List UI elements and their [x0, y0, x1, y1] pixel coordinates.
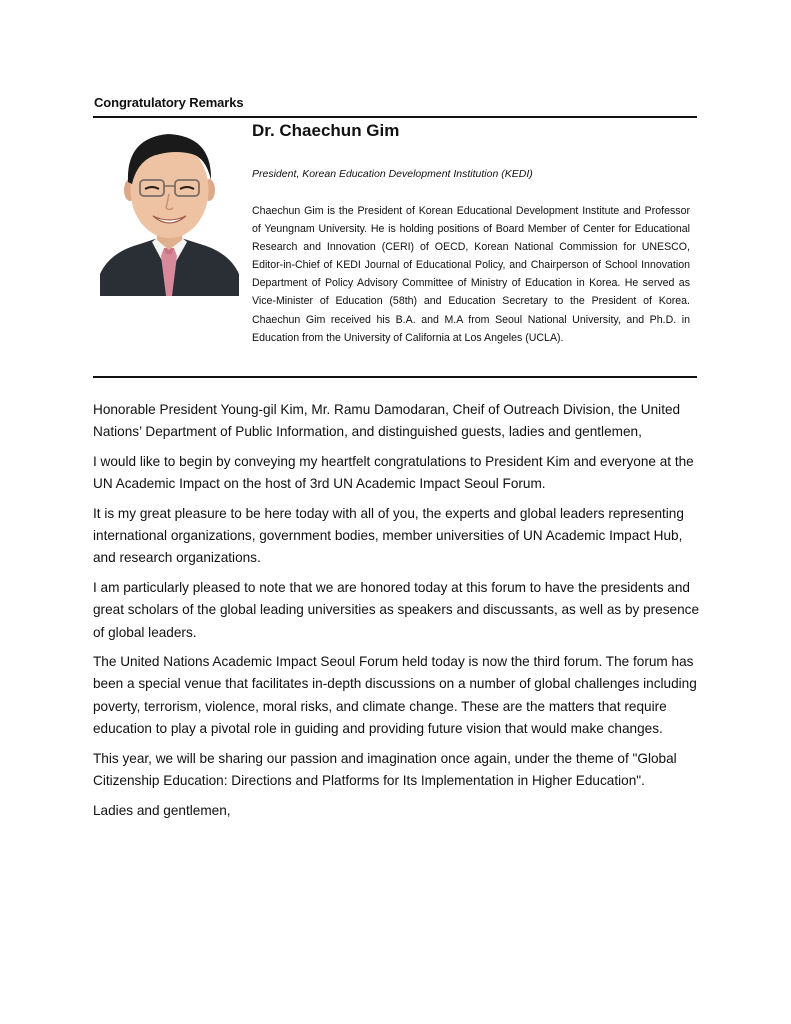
- bottom-rule: [93, 376, 697, 378]
- remarks-body: [93, 399, 703, 829]
- top-rule: [93, 116, 697, 118]
- remarks-paragraph: It is my great pleasure to be here today with all of you, the experts and global leaders representing international organizations, government bodies, member universities of UN Academic Impact Hub, and research organizations.: [93, 505, 684, 566]
- remarks-paragraph: The United Nations Academic Impact Seoul Forum held today is now the third forum. The forum has been a special venue that facilitates in-depth discussions on a number of global challenges including poverty, terrorism, violence, moral risks, and climate change. These are the matters that require education to play a pivotal role in guiding and providing future vision that would make changes.: [93, 654, 697, 737]
- speaker-name: Dr. Chaechun Gim: [252, 121, 400, 140]
- portrait-photo: [100, 124, 239, 296]
- section-title: Congratulatory Remarks: [94, 95, 244, 110]
- speaker-position: President, Korean Education Development Institution (KEDI): [252, 168, 533, 180]
- remarks-paragraph: Honorable President Young-gil Kim, Mr. Ramu Damodaran, Cheif of Outreach Division, the United Nations’ Department of Public Information, and distinguished guests, ladies and gentlemen,: [93, 402, 681, 440]
- remarks-paragraph: Ladies and gentlemen,: [93, 802, 231, 818]
- speaker-bio: Chaechun Gim is the President of Korean Educational Development Institute and Professor of Yeungnam University. He is holding positions of Board Member of Center for Educational Research and Innovation (CERI) of OECD, Korean National Commission for UNESCO, Editor-in-Chief of KEDI Journal of Educational Policy, and Chairperson of School Innovation Department of Policy Advisory Committee of Ministry of Education in Korea. He served as Vice-Minister of Education (58th) and Education Secretary to the President of Korea. Chaechun Gim received his B.A. and M.A from Seoul National University, and Ph.D. in Education from the University of California at Los Angeles (UCLA).: [252, 205, 690, 344]
- remarks-paragraph: I am particularly pleased to note that we are honored today at this forum to have the presidents and great scholars of the global leading universities as speakers and discussants, as well as by presence of global leaders.: [93, 579, 700, 640]
- remarks-paragraph: I would like to begin by conveying my heartfelt congratulations to President Kim and everyone at the UN Academic Impact on the host of 3rd UN Academic Impact Seoul Forum.: [93, 453, 694, 492]
- remarks-paragraph: This year, we will be sharing our passion and imagination once again, under the theme of "Global Citizenship Education: Directions and Platforms for Its Implementation in Higher Education".: [93, 750, 677, 789]
